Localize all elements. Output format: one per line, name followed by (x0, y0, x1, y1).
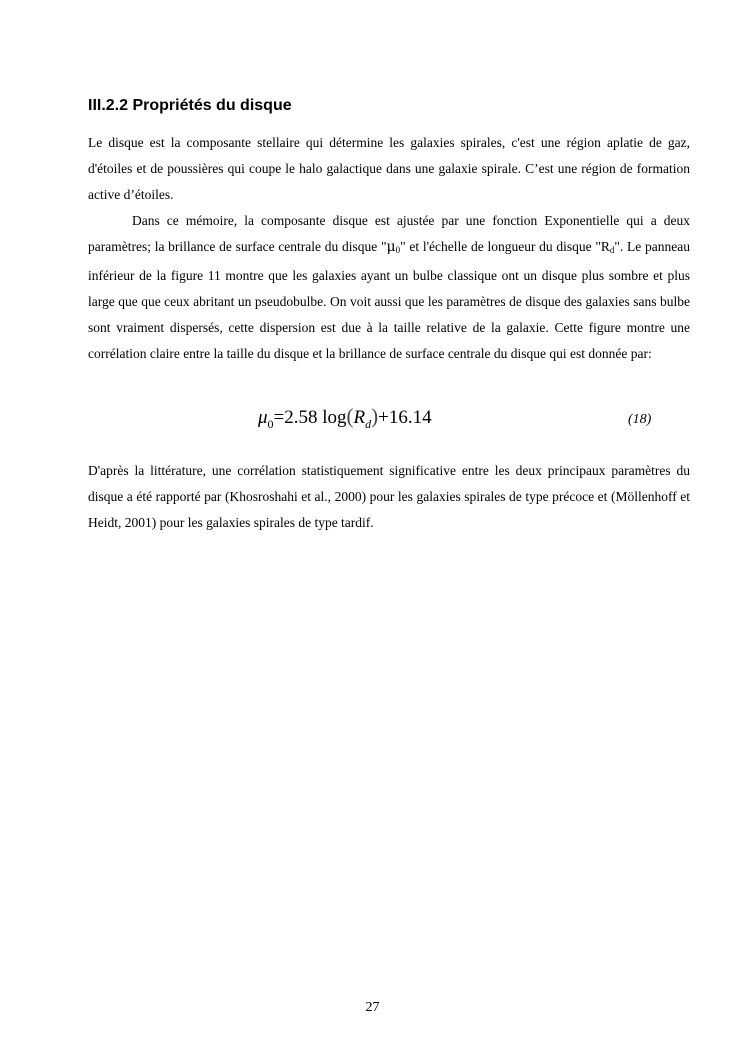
equation-number: (18) (628, 412, 652, 427)
paragraph-method-text-c: ". Le panneau inférieur de la figure 11 montre que les galaxies ayant un bulbe classique ont un disque plus sombre et plus large que que ceux abritant un pseudobulbe. On voit aussi que les paramètres de disque des galaxies sans bulbe sont vraiment dispersés, cette dispersion est due à la taille relative de la galaxie. Cette figure montre une corrélation claire entre la taille du disque et la brillance de surface centrale du disque qui est donnée par: (88, 239, 690, 361)
r-subscript: d (609, 245, 615, 255)
section-heading: III.2.2 Propriétés du disque (88, 97, 292, 114)
eq-plus: + (378, 407, 389, 428)
paragraph-method-text-b: " et l'échelle de longueur du disque "R (400, 239, 610, 254)
paragraph-intro: Le disque est la composante stellaire qui détermine les galaxies spirales, c'est une région aplatie de gaz, d'étoiles et de poussières qui coupe le halo galactique dans une galaxie spirale. C’est une région de formation active d’étoiles. (88, 135, 690, 202)
eq-log: log (322, 407, 347, 428)
eq-close-paren: ) (371, 404, 379, 428)
page-number: 27 (365, 1000, 380, 1015)
eq-mu-sub: 0 (267, 417, 274, 431)
eq-open-paren: ( (346, 404, 354, 428)
equation (258, 402, 432, 438)
paragraph-literature: D'après la littérature, une corrélation statistiquement significative entre les deux principaux paramètres du disque a été rapporté par (Khosroshahi et al., 2000) pour les galaxies spirales de type précoce et (Möllenhoff et Heidt, 2001) pour les galaxies spirales de type tardif. (88, 463, 690, 530)
eq-equals: = (273, 407, 285, 428)
eq-coef: 2.58 (284, 407, 318, 428)
eq-mu: μ (258, 407, 268, 428)
paragraph-method (88, 208, 690, 367)
mu-symbol: μ (386, 239, 396, 255)
eq-r-sub: d (365, 417, 372, 431)
eq-const: 16.14 (388, 407, 432, 428)
paragraph-method-text-a: Dans ce mémoire, la composante disque est ajustée par une fonction Exponentielle qui a deux paramètres; la brillance de surface centrale du disque " (88, 213, 690, 254)
mu-subscript: 0 (395, 245, 401, 255)
eq-r: R (353, 407, 366, 428)
